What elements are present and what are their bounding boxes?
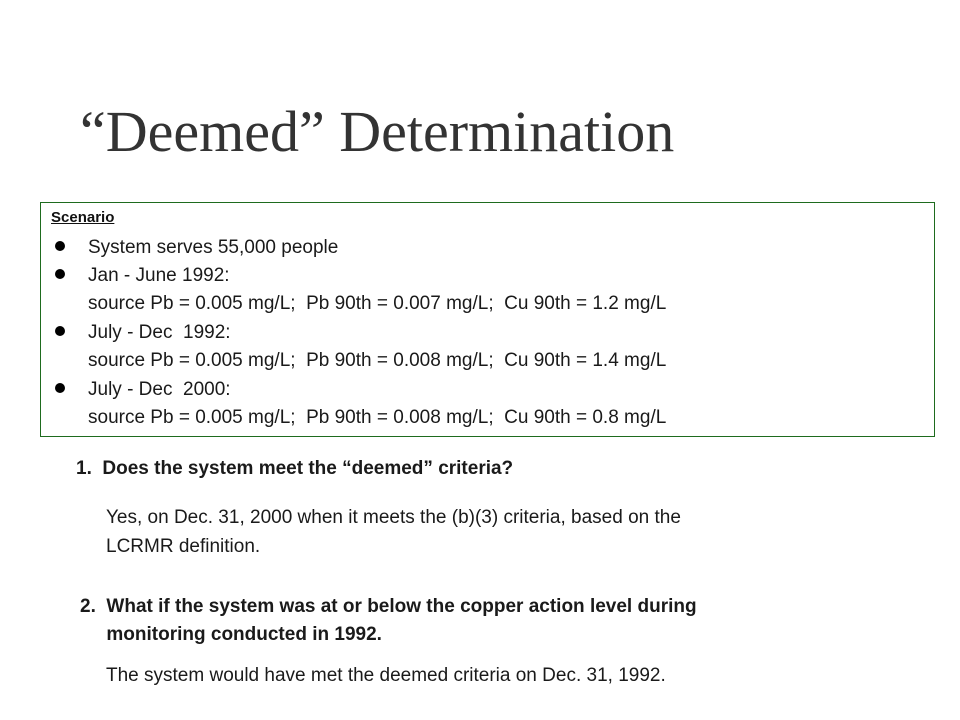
scenario-bullet-jan-june-1992: [55, 262, 928, 318]
bullet-line: July - Dec 1992:: [88, 322, 231, 343]
bullet-line: System serves 55,000 people: [88, 237, 339, 258]
bullet-icon: [55, 269, 65, 279]
bullet-line: Jan - June 1992:: [88, 265, 230, 286]
scenario-bullet-july-dec-2000: [55, 376, 928, 432]
bullet-icon: [55, 241, 65, 251]
question-2-line: monitoring conducted in 1992.: [80, 624, 382, 645]
answer-1-line: LCRMR definition.: [106, 536, 261, 557]
slide-title: “Deemed” Determination: [80, 99, 675, 164]
answer-1-line: Yes, on Dec. 31, 2000 when it meets the (b)(3) criteria, based on the: [106, 507, 681, 528]
bullet-icon: [55, 326, 65, 336]
bullet-icon: [55, 383, 65, 393]
answer-2-line: The system would have met the deemed criteria on Dec. 31, 1992.: [106, 665, 666, 686]
bullet-detail-line: source Pb = 0.005 mg/L; Pb 90th = 0.007 mg/L; Cu 90th = 1.2 mg/L: [88, 293, 667, 314]
question-1: [76, 455, 513, 483]
scenario-box: [40, 202, 935, 437]
scenario-heading: Scenario: [51, 209, 115, 226]
bullet-detail-line: source Pb = 0.005 mg/L; Pb 90th = 0.008 mg/L; Cu 90th = 1.4 mg/L: [88, 350, 667, 371]
question-1-line: 1. Does the system meet the “deemed” criteria?: [76, 458, 514, 479]
answer-1: [106, 503, 681, 561]
answer-2: [106, 661, 666, 690]
scenario-bullet-population: [55, 234, 928, 262]
scenario-bullet-july-dec-1992: [55, 319, 928, 375]
bullet-line: July - Dec 2000:: [88, 379, 231, 400]
question-2-line: 2. What if the system was at or below the copper action level during: [80, 596, 697, 617]
question-2: [80, 593, 697, 649]
bullet-detail-line: source Pb = 0.005 mg/L; Pb 90th = 0.008 mg/L; Cu 90th = 0.8 mg/L: [88, 407, 667, 428]
